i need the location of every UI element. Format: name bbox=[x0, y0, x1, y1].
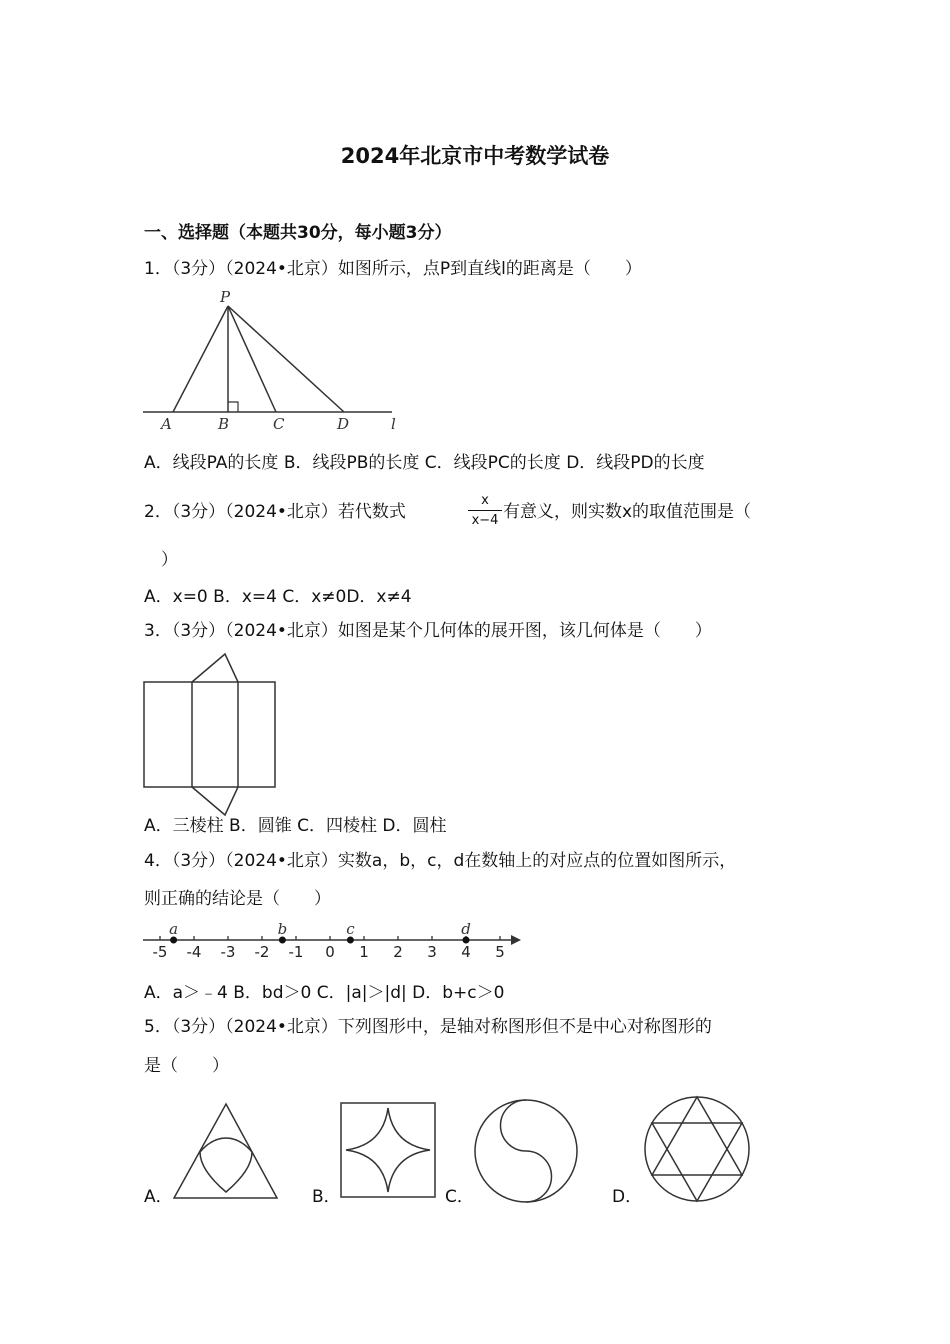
q5-figure-d-hexagram-in-circle bbox=[642, 1094, 752, 1204]
q2-stem-after: 有意义，则实数x的取值范围是（ bbox=[503, 502, 752, 522]
q4-stem: 4．（3分）（2024•北京）实数a，b，c，d在数轴上的对应点的位置如图所示， bbox=[144, 851, 737, 871]
axis-tick-label: -3 bbox=[220, 943, 236, 961]
point-label-c: c bbox=[346, 920, 355, 938]
q5-option-d: D． bbox=[612, 1187, 643, 1207]
q2-stem-cont: ） bbox=[144, 550, 178, 570]
q1-figure-triangle bbox=[140, 286, 410, 436]
axis-arrow bbox=[511, 935, 521, 945]
exam-title: 2024年北京市中考数学试卷 bbox=[340, 144, 610, 168]
q5-option-c: C． bbox=[445, 1187, 474, 1207]
label-d: D bbox=[337, 415, 350, 433]
label-c: C bbox=[273, 415, 285, 433]
q2-options: A．x=0 B．x=4 C．x≠0D．x≠4 bbox=[144, 587, 412, 607]
q3-options: A．三棱柱 B．圆锥 C．四棱柱 D．圆柱 bbox=[144, 816, 447, 836]
q1-stem: 1．（3分）（2024•北京）如图所示，点P到直线l的距离是（ ） bbox=[144, 259, 642, 279]
q5-stem: 5．（3分）（2024•北京）下列图形中，是轴对称图形但不是中心对称图形的 bbox=[144, 1017, 712, 1037]
segment-pa bbox=[173, 306, 228, 412]
fraction-numerator: x bbox=[468, 494, 502, 511]
axis-tick-label: -2 bbox=[254, 943, 270, 961]
q3-stem: 3．（3分）（2024•北京）如图是某个几何体的展开图，该几何体是（ ） bbox=[144, 621, 712, 641]
q2-fraction bbox=[468, 494, 502, 527]
axis-tick-label: 5 bbox=[495, 943, 505, 961]
label-l: l bbox=[391, 415, 396, 433]
segment-pd bbox=[228, 306, 344, 412]
q5-option-a: A． bbox=[144, 1187, 173, 1207]
axis-tick-label: 1 bbox=[359, 943, 369, 961]
axis-tick-label: -5 bbox=[152, 943, 168, 961]
axis-tick-label: 4 bbox=[461, 943, 471, 961]
q4-number-line bbox=[140, 918, 525, 963]
label-p: P bbox=[220, 288, 231, 306]
q1-options: A．线段PA的长度 B．线段PB的长度 C．线段PC的长度 D．线段PD的长度 bbox=[144, 453, 705, 473]
q4-options: A．a＞﹣4 B．bd＞0 C．|a|＞|d| D．b+c＞0 bbox=[144, 983, 505, 1003]
section-heading: 一、选择题（本题共30分，每小题3分） bbox=[144, 223, 452, 243]
point-label-b: b bbox=[277, 920, 288, 938]
q5-figure-c-yin-yang bbox=[472, 1097, 580, 1205]
q5-figure-a-reuleaux-triangle bbox=[170, 1100, 282, 1202]
axis-tick-label: 0 bbox=[325, 943, 335, 961]
q5-stem-cont: 是（ ） bbox=[144, 1056, 229, 1076]
q5-figure-b-star-in-square bbox=[338, 1100, 438, 1200]
axis-tick-label: 3 bbox=[427, 943, 437, 961]
fraction-denominator: x−4 bbox=[471, 513, 499, 528]
label-b: B bbox=[218, 415, 230, 433]
point-label-a: a bbox=[169, 920, 179, 938]
axis-tick-label: 2 bbox=[393, 943, 403, 961]
axis-tick-label: -4 bbox=[186, 943, 202, 961]
label-a: A bbox=[161, 415, 172, 433]
q4-stem-cont: 则正确的结论是（ ） bbox=[144, 889, 331, 909]
q5-option-b: B． bbox=[312, 1187, 341, 1207]
q2-stem-before: 2．（3分）（2024•北京）若代数式 bbox=[144, 502, 406, 522]
right-angle-mark bbox=[228, 402, 238, 412]
q3-figure-net bbox=[140, 650, 280, 790]
segment-pc bbox=[228, 306, 276, 412]
axis-tick-label: -1 bbox=[288, 943, 304, 961]
point-label-d: d bbox=[461, 920, 471, 938]
